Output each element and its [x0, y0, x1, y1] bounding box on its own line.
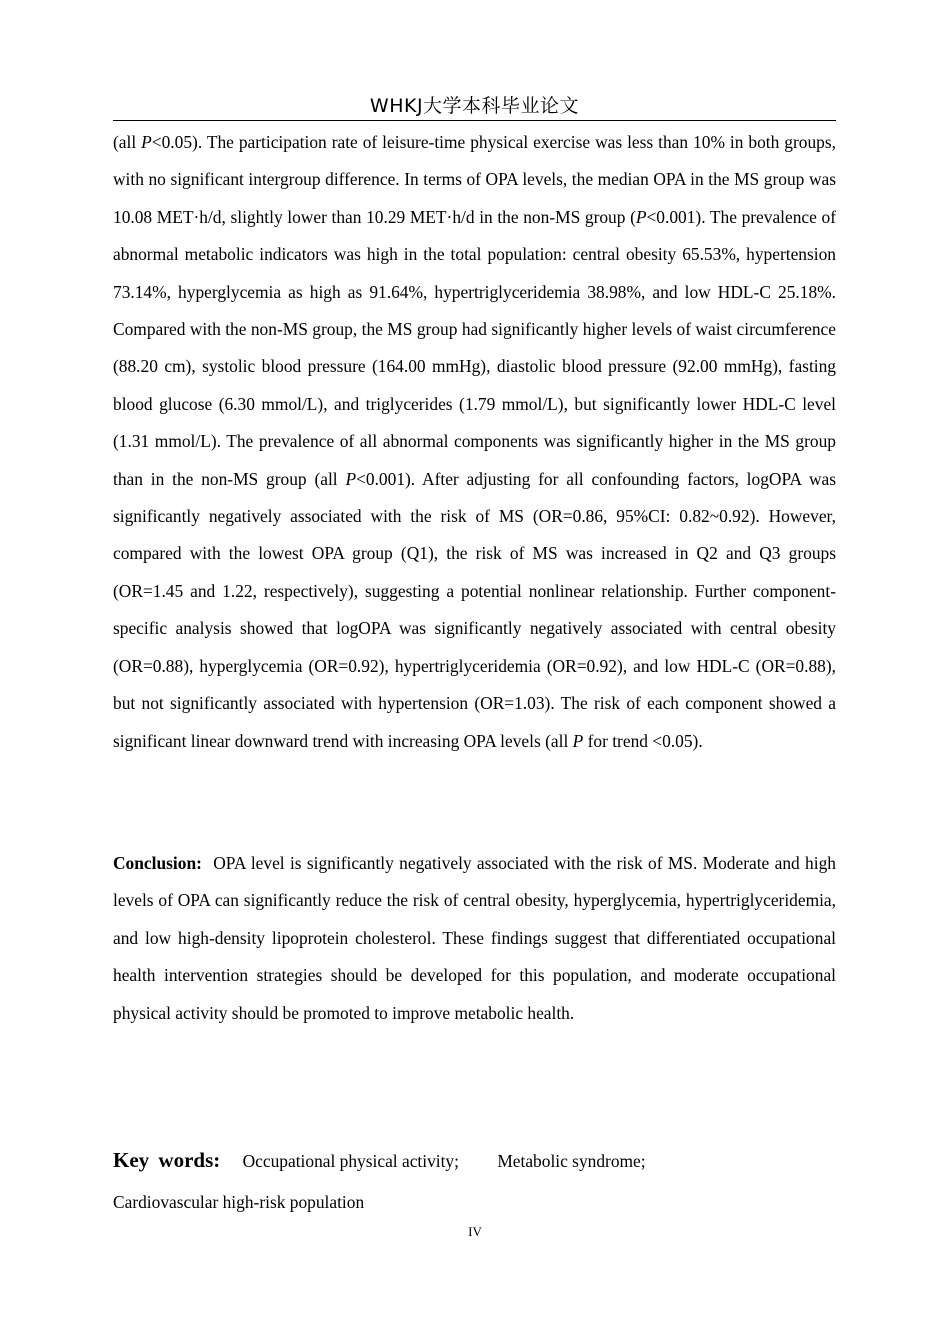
page-header: [113, 94, 836, 121]
results-text-segment: <0.05). The participation rate of leisure-time physical exercise was less than 10% in both groups, with no significant intergroup difference. In terms of OPA levels, the median OPA in the MS group was 10.08 MET·h/d, slightly lower than 10.29 MET·h/d in the non-MS group (: [113, 132, 836, 227]
keyword-item: Cardiovascular high-risk population: [113, 1192, 365, 1212]
p-value-symbol: P: [635, 206, 647, 227]
keyword-item: Occupational physical activity;: [242, 1151, 459, 1171]
keywords-label: Key words:: [113, 1148, 221, 1172]
p-value-symbol: P: [572, 730, 584, 751]
thesis-header-title: WHKJ大学本科毕业论文: [369, 95, 580, 117]
results-paragraph: [113, 124, 836, 760]
results-text-segment: <0.001). The prevalence of abnormal metabolic indicators was high in the total population: central obesity 65.53%, hypertension 73.14%, hyperglycemia as high as 91.64%, hypertriglyceridemia 38.98%, and low HDL-C 25.18%. Compared with the non-MS group, the MS group had significantly higher levels of waist circumference (88.20 cm), systolic blood pressure (164.00 mmHg), diastolic blood pressure (92.00 mmHg), fasting blood glucose (6.30 mmol/L), and triglycerides (1.79 mmol/L), but significantly lower HDL-C level (1.31 mmol/L). The prevalence of all abnormal components was significantly higher in the MS group than in the non-MS group (all: [113, 206, 836, 489]
conclusion-paragraph: [113, 845, 836, 1032]
results-text-segment: <0.001). After adjusting for all confounding factors, logOPA was significantly negatively associated with the risk of MS (OR=0.86, 95%CI: 0.82~0.92). However, compared with the lowest OPA group (Q1), the risk of MS was increased in Q2 and Q3 groups (OR=1.45 and 1.22, respectively), suggesting a potential nonlinear relationship. Further component-specific analysis showed that logOPA was significantly negatively associated with central obesity (OR=0.88), hyperglycemia (OR=0.92), hypertriglyceridemia (OR=0.92), and low HDL-C (OR=0.88), but not significantly associated with hypertension (OR=1.03). The risk of each component showed a significant linear downward trend with increasing OPA levels (all: [113, 468, 837, 751]
page-number: IV: [468, 1224, 482, 1239]
conclusion-label: Conclusion:: [113, 853, 202, 873]
p-value-symbol: P: [141, 132, 152, 152]
p-value-symbol: P: [345, 468, 357, 489]
results-text-segment: (all: [113, 132, 142, 152]
results-text-segment: for trend <0.05).: [583, 730, 703, 751]
keywords-line-continued: [113, 1188, 364, 1216]
keyword-item: Metabolic syndrome;: [497, 1151, 646, 1171]
keywords-line: [113, 1144, 836, 1176]
conclusion-text: OPA level is significantly negatively associated with the risk of MS. Moderate and high levels of OPA can significantly reduce the risk of central obesity, hyperglycemia, hypertriglyceridemia, and low high-density lipoprotein cholesterol. These findings suggest that differentiated occupational health intervention strategies should be developed for this population, and moderate occupational physical activity should be promoted to improve metabolic health.: [113, 853, 836, 1023]
